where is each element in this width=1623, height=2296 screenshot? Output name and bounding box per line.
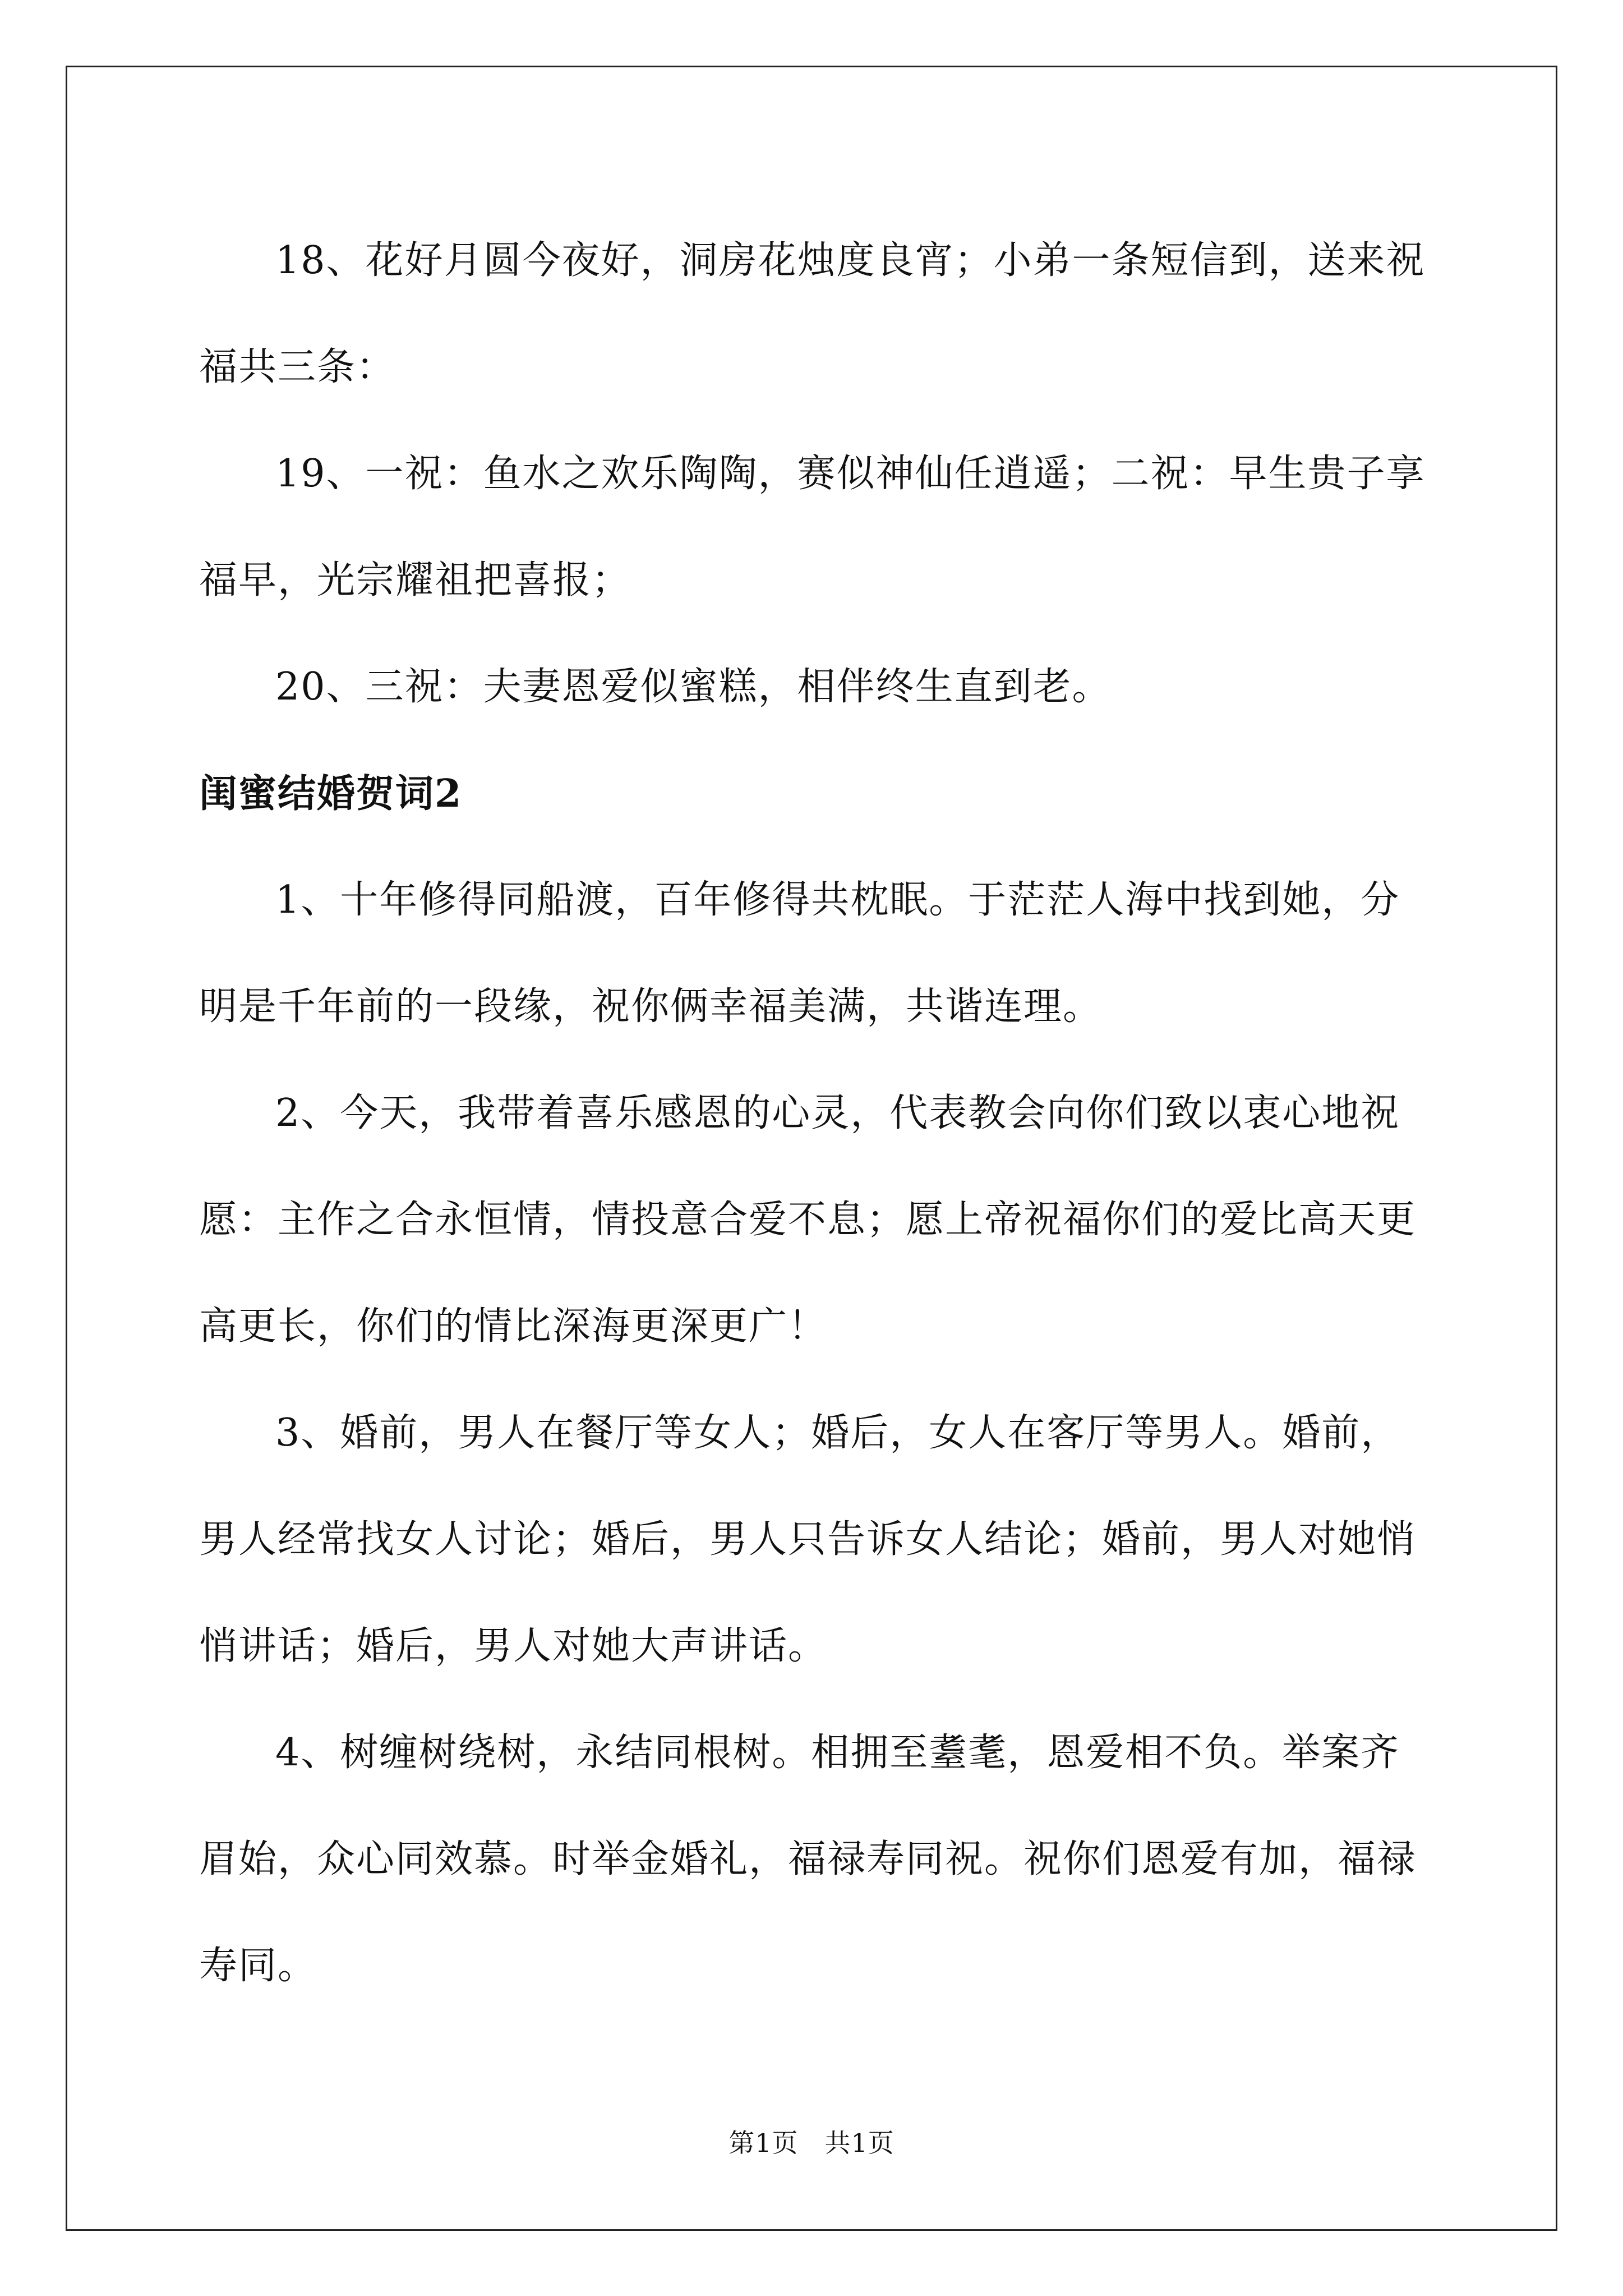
paragraph: 1、十年修得同船渡，百年修得共枕眠。于茫茫人海中找到她，分明是千年前的一段缘，祝你俩幸福美满，共谐连理。 xyxy=(199,878,1400,1029)
paragraph: 4、树缠树绕树，永结同根树。相拥至耋耄，恩爱相不负。举案齐眉始，众心同效慕。时举金婚礼，福禄寿同祝。祝你们恩爱有加，福禄寿同。 xyxy=(199,1731,1417,1988)
paragraph: 2、今天，我带着喜乐感恩的心灵，代表教会向你们致以衷心地祝愿：主作之合永恒情，情投意合爱不息；愿上帝祝福你们的爱比高天更高更长，你们的情比深海更深更广！ xyxy=(199,1091,1417,1349)
paragraph: 19、一祝：鱼水之欢乐陶陶，赛似神仙任逍遥；二祝：早生贵子享福早，光宗耀祖把喜报； xyxy=(199,452,1426,602)
paragraph: 3、婚前，男人在餐厅等女人；婚后，女人在客厅等男人。婚前，男人经常找女人讨论；婚后，男人只告诉女人结论；婚前，男人对她悄悄讲话；婚后，男人对她大声讲话。 xyxy=(199,1411,1417,1668)
page-footer: 第1页 共1页 xyxy=(728,2128,895,2158)
section-title: 闺蜜结婚贺词2 xyxy=(199,771,463,816)
paragraph: 20、三祝：夫妻恩爱似蜜糕，相伴终生直到老。 xyxy=(275,665,1112,709)
document-body xyxy=(199,208,1427,2019)
paragraph: 18、花好月圆今夜好，洞房花烛度良宵；小弟一条短信到，送来祝福共三条： xyxy=(199,238,1426,389)
